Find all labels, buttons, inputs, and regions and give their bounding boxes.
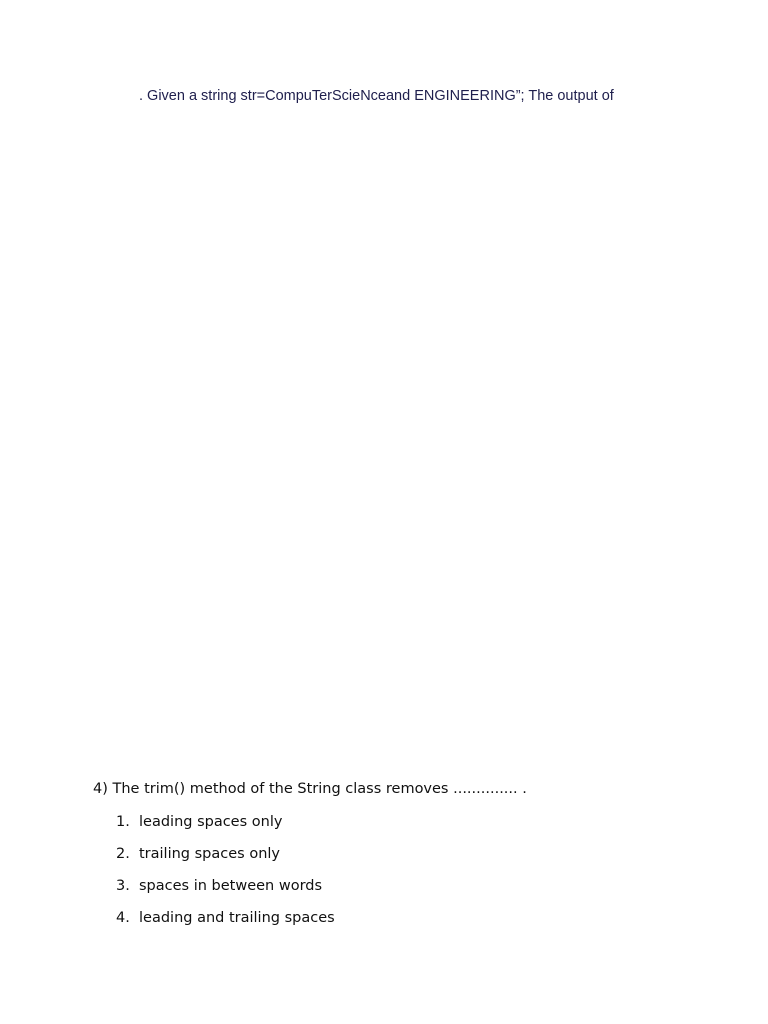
question-4-stem: 4) The trim() method of the String class removes .............. .	[93, 781, 527, 797]
option-1-text: leading spaces only	[139, 814, 283, 830]
option-1-number: 1.	[116, 814, 130, 830]
question-4	[93, 779, 527, 928]
question-3-text: . Given a string str=CompuTerScieNceand ENGINEERING”; The output of	[139, 88, 614, 104]
option-2-text: trailing spaces only	[139, 846, 280, 862]
option-3	[93, 876, 527, 896]
question-4-options	[93, 812, 527, 928]
option-2	[93, 844, 527, 864]
option-3-text: spaces in between words	[139, 878, 323, 894]
option-3-number: 3.	[116, 878, 130, 894]
option-4	[93, 908, 527, 928]
option-1	[93, 812, 527, 832]
option-4-text: leading and trailing spaces	[139, 910, 335, 926]
option-4-number: 4.	[116, 910, 130, 926]
option-2-number: 2.	[116, 846, 130, 862]
